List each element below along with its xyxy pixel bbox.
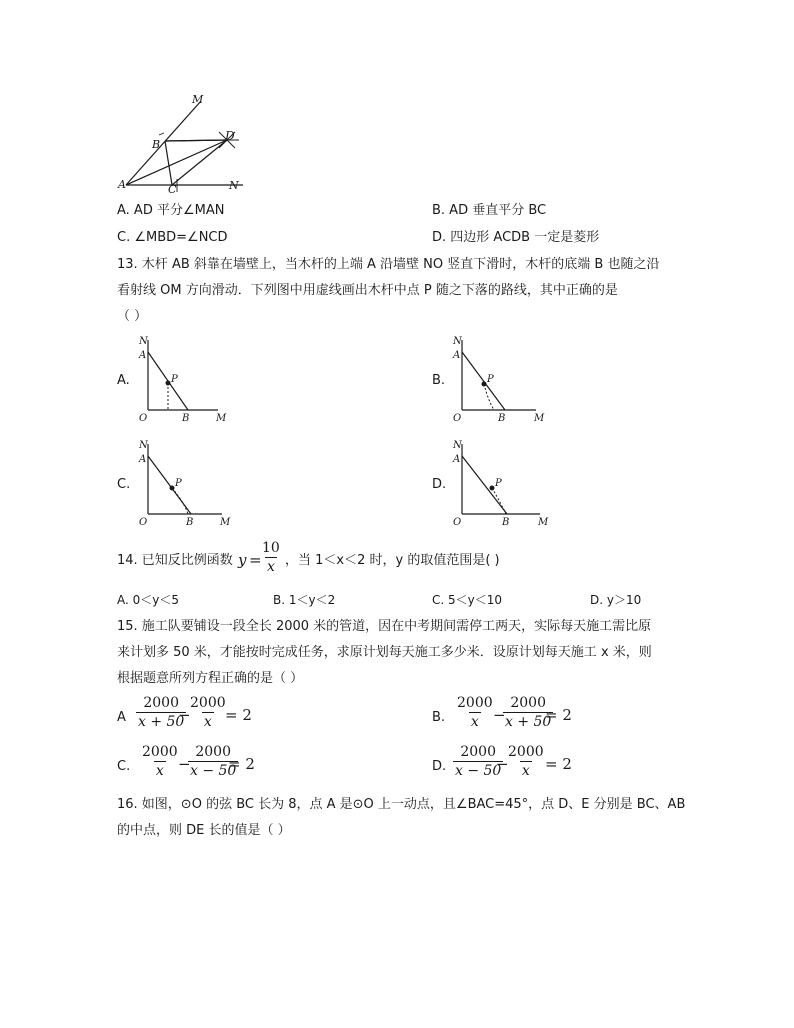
q15-c-fraction-1 bbox=[140, 745, 180, 778]
segment-ad bbox=[126, 140, 227, 185]
label-n: N bbox=[453, 440, 462, 451]
label-o: O bbox=[139, 413, 148, 424]
denominator: x − 50 bbox=[455, 763, 502, 779]
q15-line-3: 根据题意所列方程正确的是（ ） bbox=[117, 671, 304, 686]
equals-two: = 2 bbox=[225, 706, 252, 724]
numerator: 2000 bbox=[190, 695, 226, 711]
numerator: 2000 bbox=[508, 744, 544, 760]
label-b: B bbox=[182, 413, 190, 424]
rod-ab bbox=[462, 352, 505, 410]
q12-option-b: B. AD 垂直平分 BC bbox=[432, 203, 547, 218]
q15-line-2: 来计划多 50 米，才能按时完成任务，求原计划每天施工多少米．设原计划每天施工 x 米，则 bbox=[117, 645, 652, 660]
label-c: C bbox=[168, 183, 177, 196]
q12-option-d: D. 四边形 ACDB 一定是菱形 bbox=[432, 230, 600, 245]
numerator: 2000 bbox=[457, 695, 493, 711]
q15-option-c-letter: C. bbox=[117, 759, 131, 774]
q15-a-fraction-2 bbox=[188, 696, 228, 729]
q14-y: y bbox=[238, 551, 247, 569]
label-n: N bbox=[139, 336, 148, 347]
q12-option-a: A. AD 平分∠MAN bbox=[117, 203, 225, 218]
label-n: N bbox=[453, 336, 462, 347]
q13-figure-b bbox=[450, 330, 550, 426]
label-a: A bbox=[118, 178, 126, 191]
label-d: D bbox=[225, 129, 235, 143]
label-p: P bbox=[171, 374, 178, 385]
denominator: x bbox=[155, 763, 164, 779]
label-p: P bbox=[175, 478, 182, 489]
label-o: O bbox=[453, 517, 462, 528]
label-p: P bbox=[495, 478, 502, 489]
numerator: 2000 bbox=[510, 695, 546, 711]
label-n: N bbox=[139, 440, 148, 451]
q14-eq: = bbox=[249, 551, 262, 569]
numerator: 2000 bbox=[142, 744, 178, 760]
label-o: O bbox=[453, 413, 462, 424]
denominator: x bbox=[521, 763, 530, 779]
q14-option-a: A. 0＜y＜5 bbox=[117, 593, 179, 607]
q13-figure-a bbox=[136, 330, 232, 426]
q13-line-3: （ ） bbox=[117, 309, 148, 324]
q15-option-b-letter: B. bbox=[432, 710, 446, 725]
q13-line-1: 13. 木杆 AB 斜靠在墙壁上，当木杆的上端 A 沿墙壁 NO 竖直下滑时，木杆的底端 B 也随之沿 bbox=[117, 257, 660, 272]
denominator: x bbox=[470, 714, 479, 730]
label-m: M bbox=[534, 413, 545, 424]
label-n: N bbox=[229, 179, 239, 192]
q12-option-c: C. ∠MBD=∠NCD bbox=[117, 230, 228, 245]
segment-cd bbox=[172, 140, 227, 185]
q14-option-d: D. y＞10 bbox=[590, 593, 642, 607]
minus-sign: − bbox=[178, 706, 191, 724]
label-b: B bbox=[498, 413, 506, 424]
denominator: x + 50 bbox=[505, 714, 552, 730]
arc-mark-b bbox=[159, 133, 164, 135]
equals-two: = 2 bbox=[545, 755, 572, 773]
q16-line-1: 16. 如图，⊙O 的弦 BC 长为 8，点 A 是⊙O 上一动点，且∠BAC=45°，点 D、E 分别是 BC、AB bbox=[117, 797, 686, 812]
q15-b-fraction-1 bbox=[455, 696, 495, 729]
label-o: O bbox=[139, 517, 148, 528]
ray-am bbox=[126, 101, 201, 185]
q14-option-c: C. 5＜y＜10 bbox=[432, 593, 503, 607]
minus-sign: − bbox=[493, 706, 506, 724]
numerator: 2000 bbox=[460, 744, 496, 760]
q14-prefix: 14. 已知反比例函数 bbox=[117, 553, 233, 568]
q14-numerator: 10 bbox=[262, 540, 280, 556]
label-m: M bbox=[192, 93, 204, 106]
q13-line-2: 看射线 OM 方向滑动．下列图中用虚线画出木杆中点 P 随之下落的路线，其中正确的是 bbox=[117, 283, 618, 298]
q15-line-1: 15. 施工队要铺设一段全长 2000 米的管道，因在中考期间需停工两天，实际每天施工需比原 bbox=[117, 619, 652, 634]
numerator: 2000 bbox=[195, 744, 231, 760]
label-a: A bbox=[139, 350, 147, 361]
denominator: x bbox=[203, 714, 212, 730]
q16-line-2: 的中点，则 DE 长的值是（ ） bbox=[117, 823, 291, 838]
label-p: P bbox=[487, 374, 494, 385]
equals-two: = 2 bbox=[545, 706, 572, 724]
label-m: M bbox=[220, 517, 231, 528]
point-p bbox=[490, 486, 495, 491]
minus-sign: − bbox=[178, 755, 191, 773]
q14-denominator: x bbox=[266, 559, 275, 575]
label-a: A bbox=[453, 454, 461, 465]
label-a: A bbox=[453, 350, 461, 361]
q13-option-d-letter: D. bbox=[432, 477, 447, 492]
label-b: B bbox=[152, 138, 161, 151]
q14-option-b: B. 1＜y＜2 bbox=[273, 593, 336, 607]
point-p bbox=[170, 486, 175, 491]
path-dashed bbox=[492, 488, 506, 514]
label-m: M bbox=[216, 413, 227, 424]
label-a: A bbox=[139, 454, 147, 465]
q12-figure bbox=[112, 88, 252, 200]
q15-option-a-letter: A bbox=[117, 710, 126, 725]
numerator: 2000 bbox=[143, 695, 179, 711]
q15-option-d-letter: D. bbox=[432, 759, 447, 774]
q13-option-a-letter: A. bbox=[117, 373, 130, 388]
minus-sign: − bbox=[496, 755, 509, 773]
q13-option-c-letter: C. bbox=[117, 477, 131, 492]
q15-d-fraction-2 bbox=[506, 745, 546, 778]
equals-two: = 2 bbox=[228, 755, 255, 773]
q13-figure-d bbox=[450, 434, 554, 530]
segment-bc bbox=[165, 141, 172, 185]
label-b: B bbox=[186, 517, 194, 528]
denominator: x + 50 bbox=[138, 714, 185, 730]
label-b: B bbox=[502, 517, 510, 528]
point-p bbox=[166, 381, 171, 386]
q13-option-b-letter: B. bbox=[432, 373, 446, 388]
q14-suffix: ，当 1＜x＜2 时，y 的取值范围是( ) bbox=[285, 553, 500, 568]
q13-figure-c bbox=[136, 434, 236, 530]
q14-fraction bbox=[260, 541, 282, 574]
point-p bbox=[482, 382, 487, 387]
label-m: M bbox=[538, 517, 549, 528]
denominator: x − 50 bbox=[190, 763, 237, 779]
